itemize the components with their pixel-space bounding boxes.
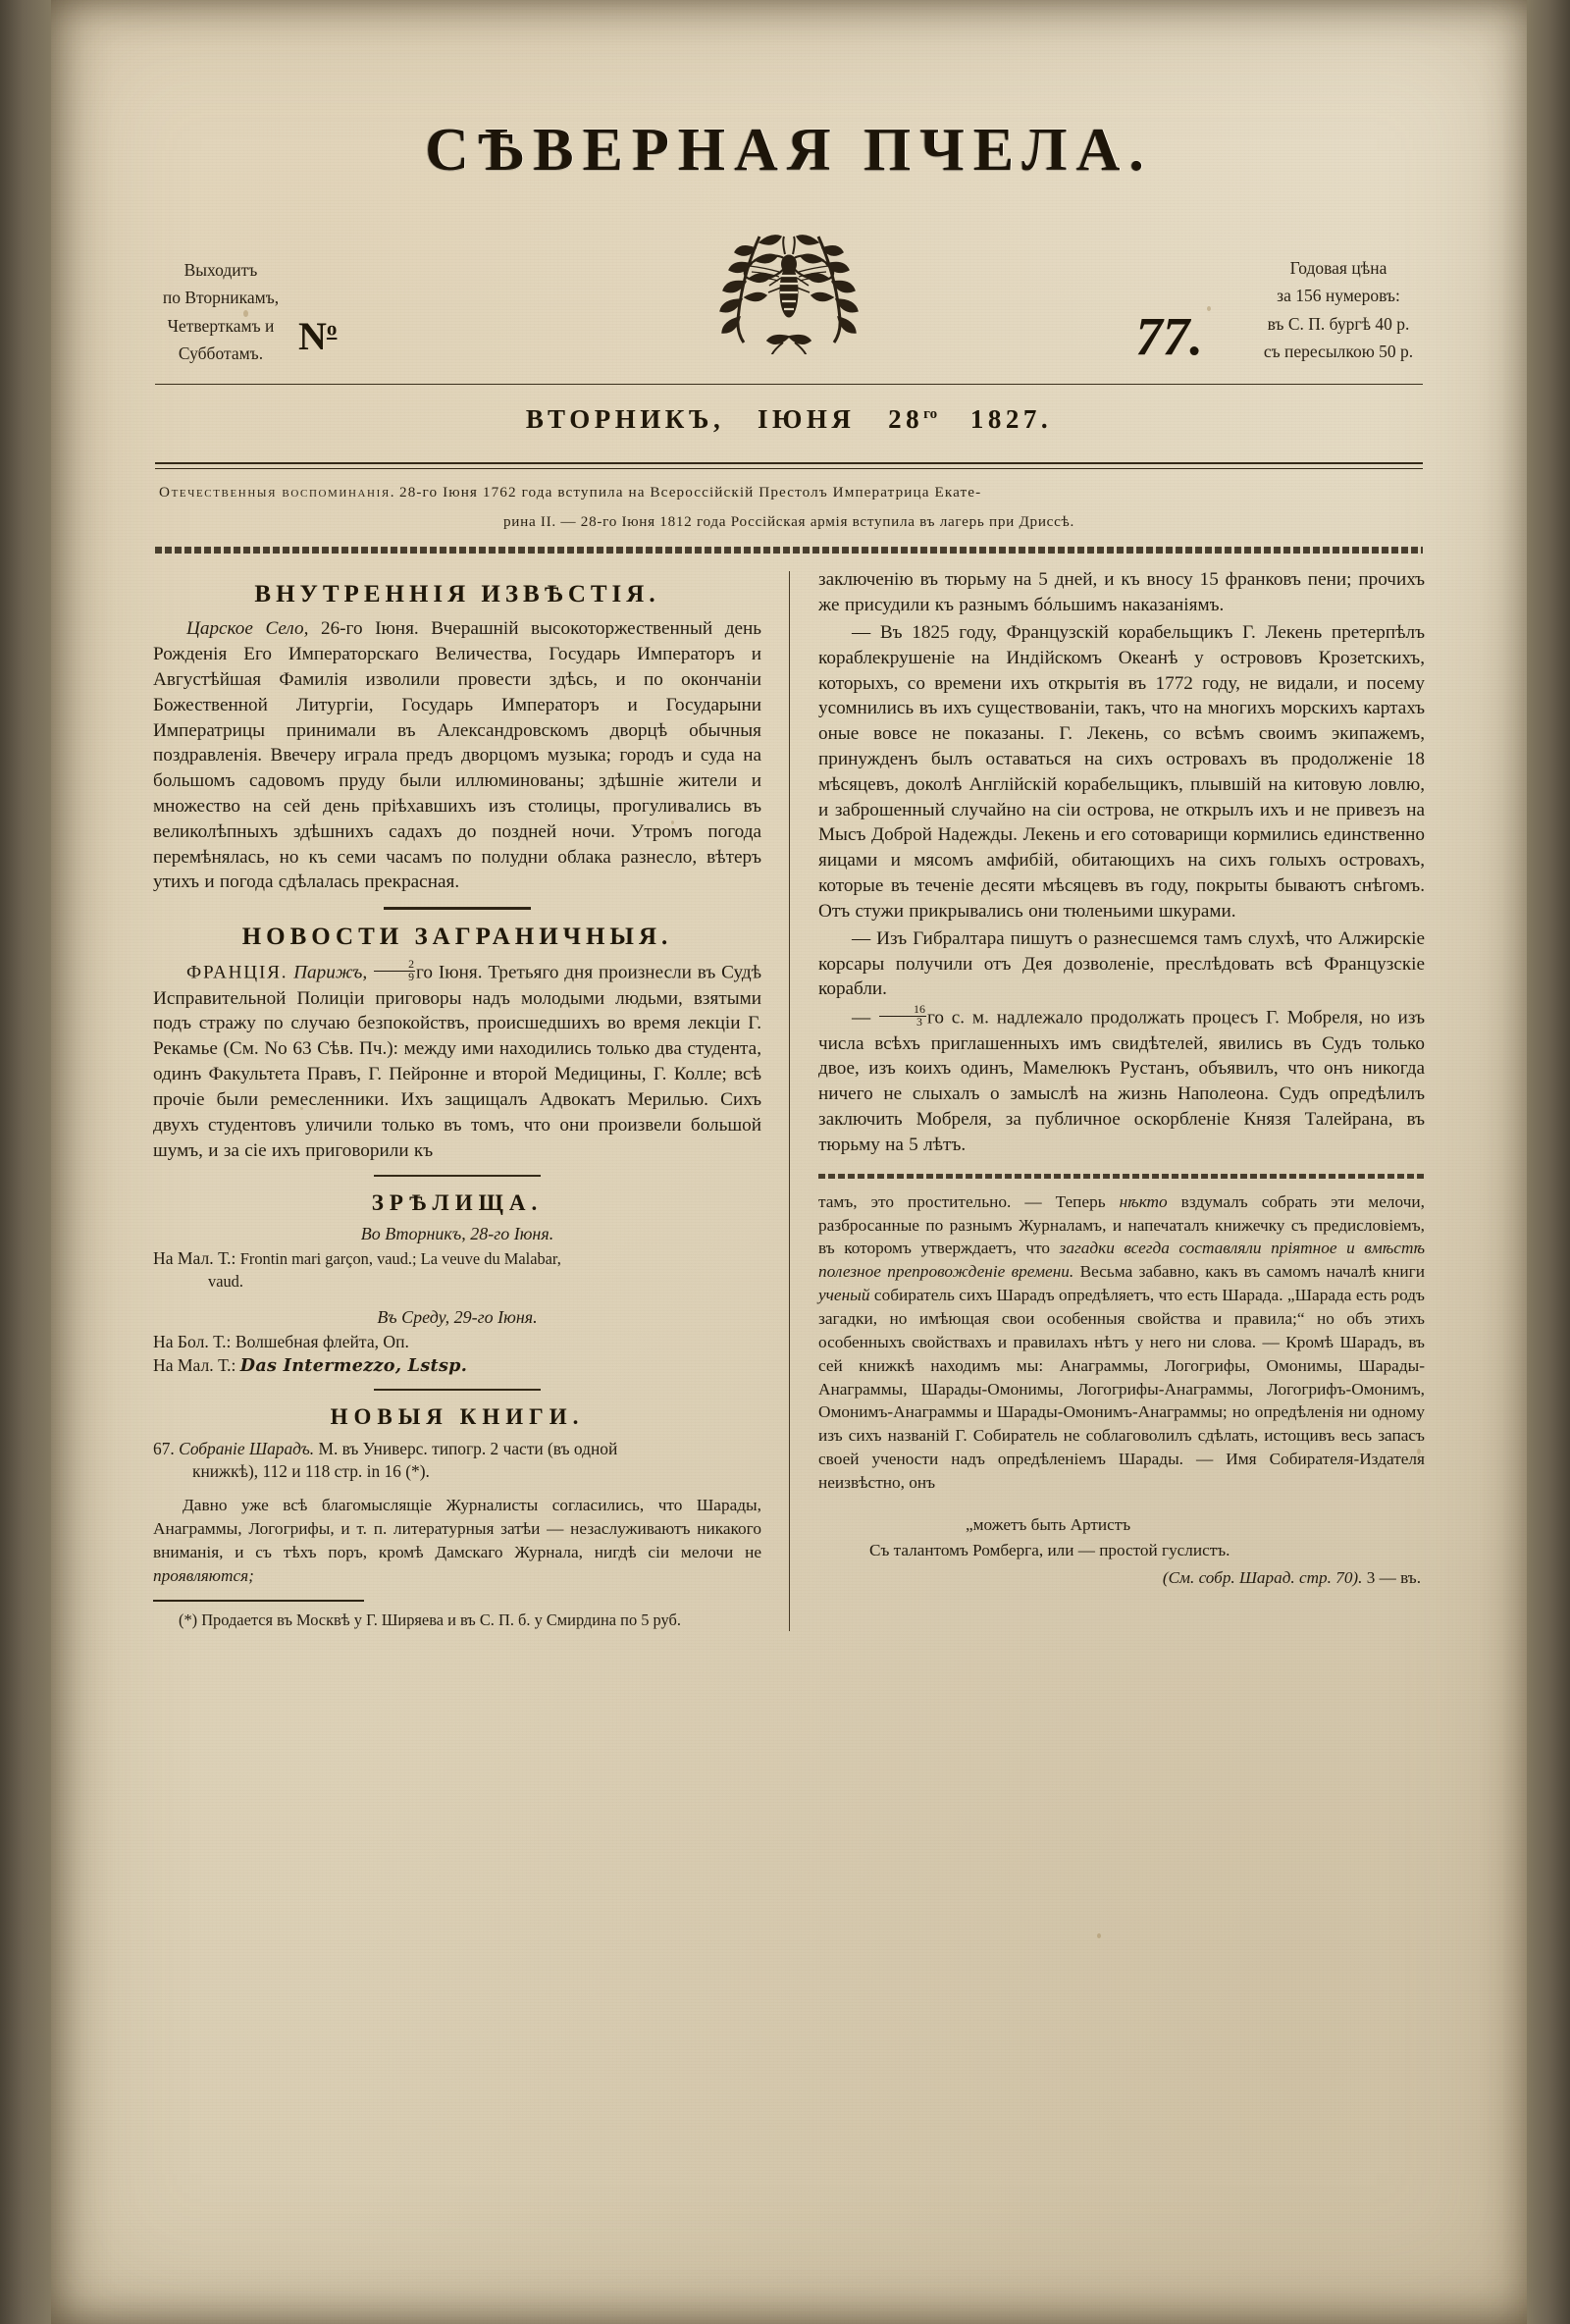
- theatre-venue: На Бол. Т.:: [153, 1332, 232, 1352]
- section-rule-1: [384, 907, 531, 910]
- dateline-day: 28: [888, 404, 924, 434]
- masthead-row: [51, 207, 1527, 384]
- domestic-news-date: 26-го Іюня.: [320, 618, 419, 640]
- theatre-title-fraktur-suffix: , Lstsp.: [394, 1354, 468, 1376]
- paper-speck: [671, 820, 674, 824]
- section-heading-spectacles: ЗРѢЛИЩА.: [371, 1190, 544, 1216]
- schedule-line-3: Четверткамъ и: [167, 315, 275, 336]
- theatre-listing-row: [153, 1354, 761, 1377]
- maubreuil-date-fraction: [879, 1004, 926, 1028]
- date-fraction-numerator: 16: [879, 1004, 926, 1016]
- page-content: [51, 0, 1527, 2324]
- domestic-news-place: Царское Село,: [186, 618, 309, 640]
- review-cont-1: тамъ, это простительно. — Теперь: [818, 1191, 1106, 1211]
- schedule-line-1: Выходитъ: [183, 260, 258, 280]
- verse-line-2: Съ талантомъ Ромберга, или — простой гуслистъ.: [869, 1540, 1230, 1559]
- section-rule-3: [374, 1389, 541, 1391]
- theatre-venue: На Мал. Т.:: [153, 1248, 236, 1269]
- left-column: [153, 567, 789, 1631]
- historical-memoranda: [159, 480, 1419, 535]
- schedule-line-4: Субботамъ.: [178, 343, 264, 364]
- theatre-title-fraktur: Das Intermezzo: [239, 1354, 395, 1376]
- section-heading-foreign-news: НОВОСТИ ЗАГРАНИЧНЫЯ.: [241, 924, 673, 951]
- verse-reference-text: (См. собр. Шарад. стр. 70).: [1162, 1567, 1363, 1587]
- price-line-4: съ пересылкою 50 р.: [1263, 342, 1414, 362]
- review-cont-3: Весьма забавно, какъ въ самомъ началѣ книги: [1079, 1262, 1425, 1282]
- paper-speck: [300, 1107, 303, 1110]
- footnote-rule: [153, 1600, 364, 1602]
- book-entry-imprint: М. въ Универс. типогр. 2 части (въ одной: [318, 1438, 618, 1458]
- date-fraction-denominator: 9: [408, 969, 415, 983]
- book-entry-imprint-cont: книжкѣ), 112 и 118 стр. in 16 (*).: [192, 1461, 430, 1482]
- theatre-listing-row: [153, 1247, 761, 1270]
- dateline-weekday: ВТОРНИКЪ,: [525, 404, 725, 434]
- verse-signature: 3 — въ.: [1366, 1567, 1421, 1587]
- verse-line-1: „можетъ быть Артистъ: [966, 1514, 1131, 1534]
- scan-gutter-right: [1527, 0, 1570, 2324]
- column-divider: [789, 571, 790, 1631]
- price-line-3: въ С. П. бургѣ 40 р.: [1267, 313, 1410, 334]
- book-entry-number: 67.: [153, 1438, 175, 1458]
- ornament-rule: [155, 547, 1423, 554]
- masthead: [51, 0, 1527, 185]
- paper-speck: [243, 310, 248, 317]
- memoranda-line-2: рина II. — 28-го Іюня 1812 года Россійская армія вступила въ лагерь при Дриссѣ.: [503, 512, 1074, 530]
- foreign-news-date-rest: го Іюня.: [416, 962, 483, 983]
- right-paragraph-maubreuil: — $\frac{16}{3}$ го с. м. надлежало продолжать процесъ Г. Мобреля, но изъ числа всѣхъ приглашенныхъ имъ свидѣтелей, явились въ Судъ только двое, изъ коихъ одинъ, Мамелюкъ Рустанъ, объявилъ, что онъ никогда ничего не слыхалъ о замыслѣ на жизнь Наполеона. Судъ опредѣлилъ заключить Мобреля, за публичное оскорбленіе Князя Талейрана, въ тюрьму на 5 лѣтъ.: [818, 1002, 1425, 1155]
- foreign-news-paragraph: [153, 959, 761, 1163]
- theatre-listing-row: [153, 1331, 761, 1353]
- right-column-ornament-rule: [818, 1174, 1425, 1179]
- review-cont-4: собиратель сихъ Шарадъ опредѣляетъ, что есть Шарада. „Шарада есть родъ загадки, но имѣющая свои особенныя свойства и правила;“ но объ этихъ особенныхъ свойствахъ и правилахъ нѣтъ у него ни слова. — Кромѣ Шарадъ, въ сей книжкѣ находимъ мы: Анаграммы, Логогрифы, Омонимы, Шарады-Анаграммы, Шарады-Омонимы, Логогрифы-Анаграммы, Логогрифъ-Омонимъ, Омонимъ-Анаграммы и Шарады-Омонимъ-Анаграммы; но опредѣленія ни одному изъ сихъ названій Г. Собиратель не соблаговолилъ сдѣлать, истощивъ весь запасъ своей учености надъ опредѣленіемъ Шарады. — Имя Собирателя-Издателя неизвѣстно, онъ: [818, 1286, 1425, 1493]
- subscription-price: [1201, 254, 1476, 365]
- theatre-title: Frontin mari garçon, vaud.; La veuve du Malabar,: [239, 1249, 561, 1269]
- masthead-title: СѢВЕРНАЯ ПЧЕЛА.: [425, 117, 1153, 184]
- right-paragraph-shipwreck: — Въ 1825 году, Французскій корабельщикъ Г. Лекень претерпѣлъ кораблекрушеніе на Индійскомъ Океанѣ у острововъ Крозетскихъ, которыхъ, со времени ихъ открытія въ 1772 году, не видали, и посему усомнились въ ихъ существованіи, такъ, что на многихъ морскихъ картахъ оные вовсе не показаны. Г. Лекень, со всѣмъ своимъ экипажемъ, принужденъ былъ оставаться на сихъ островахъ въ продолженіе 18 мѣсяцевъ, доколѣ Англійскій корабельщикъ, плывшій на китовую ловлю, и заброшенный случайно на сіи острова, не открылъ ихъ и не привезъ на Мысъ Доброй Надежды. Лекень и его сотоварищи кормились единственно яицами и мясомъ амфибій, обитающихъ на сихъ голыхъ островахъ, которые въ теченіе десяти мѣсяцевъ въ году, покрыты бываютъ снѣгомъ. Отъ стужи прикрывались они тюленьими шкурами.: [818, 621, 1425, 922]
- foreign-news-country: ФРАНЦІЯ.: [186, 962, 288, 983]
- article-columns: [153, 567, 1425, 1631]
- paper-speck: [1207, 306, 1211, 311]
- review-cont-italic-2: загадки всегда составляли пріятное и вмѣстѣ полезное препровожденіе времени.: [818, 1239, 1425, 1282]
- bee-vignette-icon: [661, 207, 916, 354]
- issue-number: 77.: [1135, 306, 1203, 366]
- foreign-news-city: Парижъ,: [293, 962, 368, 983]
- verse-reference: [818, 1565, 1425, 1591]
- book-entry-title: Собраніе Шарадъ.: [179, 1438, 315, 1458]
- theatre-day-wednesday: Въ Среду, 29-го Іюня.: [377, 1307, 538, 1328]
- dateline-day-suffix: го: [923, 406, 938, 422]
- schedule-line-2: по Вторникамъ,: [162, 288, 280, 308]
- memoranda-line-1: [159, 480, 1419, 506]
- dateline: [51, 385, 1527, 452]
- maubreuil-text: го с. м. надлежало продолжать процесъ Г. Мобреля, но изъ числа всѣхъ приглашенныхъ имъ свидѣтелей, явились въ Судъ только двое, изъ коихъ одинъ, Мамелюкъ Рустанъ, объявилъ, что онъ никогда ничего не слыхалъ о замыслѣ на жизнь Наполеона. Судъ опредѣлилъ заключить Мобреля, за публичное оскорбленіе Князя Талейрана, въ тюрьму на 5 лѣтъ.: [818, 1007, 1425, 1155]
- theatre-venue: На Мал. Т.:: [153, 1354, 236, 1375]
- paper-speck: [1417, 1449, 1421, 1454]
- theatre-listing-continuation: vaud.: [208, 1271, 243, 1291]
- dateline-month: ІЮНЯ: [757, 404, 856, 434]
- verse-quotation: [818, 1512, 1425, 1590]
- book-review-italic-tail: проявляются;: [153, 1565, 254, 1585]
- book-review-paragraph: [153, 1494, 761, 1587]
- book-entry: [153, 1438, 761, 1484]
- foreign-news-date-fraction: [374, 959, 415, 982]
- dateline-rule: [155, 462, 1423, 464]
- newspaper-sheet: [51, 0, 1527, 2324]
- domestic-news-text: Вчерашній высокоторжественный день Рожденія Его Императорскаго Величества, Государь Императоръ и Августѣйшая Фамилія изволили провести здѣсь, и по окончаніи Божественной Литургіи, Государь Императоръ и Государыни Императрицы принимали въ Александровскомъ дворцѣ обычныя поздравленія. Ввечеру играла предъ дворцомъ музыка; городъ и суда на большомъ садовомъ пруду были иллюминованы; здѣшніе жители и множество на сей день пріѣхавшихъ изъ столицы, прогуливались въ великолѣпныхъ здѣшнихъ садахъ до поздней ночи. Утромъ погода перемѣнялась, но къ семи часамъ по полудни облака разнесло, вѣтеръ утихъ и погода сдѣлалась прекрасная.: [153, 618, 762, 893]
- domestic-news-paragraph: [153, 616, 761, 895]
- date-fraction-numerator: 2: [374, 959, 415, 971]
- right-column: [789, 567, 1425, 1631]
- price-line-2: за 156 нумеровъ:: [1277, 286, 1400, 306]
- footnote: (*) Продается въ Москвѣ у Г. Ширяева и въ С. П. б. у Смирдина по 5 руб.: [179, 1610, 681, 1629]
- right-paragraph-gibraltar: — Изъ Гибралтара пишутъ о разнесшемся тамъ слухѣ, что Алжирскіе корсары получили отъ Дея дозволеніе, преслѣдовать всѣ Французскіе корабли.: [818, 927, 1425, 1000]
- theatre-title: Волшебная флейта, Оп.: [235, 1332, 409, 1352]
- dateline-year: 1827.: [969, 404, 1053, 434]
- section-heading-new-books: НОВЫЯ КНИГИ.: [330, 1403, 585, 1429]
- scan-gutter-left: [0, 0, 51, 2324]
- section-heading-domestic-news: ВНУТРЕННІЯ ИЗВѢСТІЯ.: [254, 581, 660, 608]
- theatre-day-tuesday: Во Вторникъ, 28-го Іюня.: [360, 1224, 554, 1244]
- foreign-news-text: Третьяго дня произнесли въ Судѣ Исправительной Полиціи приговоры надъ молодыми людьми, взятыми подъ стражу по случаю безпокойствъ, происшедшихъ во время лекціи Г. Рекамье (См. No 63 Сѣв. Пч.): между ими находились только два студента, одинъ Факультета Правъ, Г. Пейронне и второй Медицины, Г. Колле; всѣ прочіе были ремесленники. Ихъ защищалъ Адвокатъ Мерилью. Сихъ двухъ студентовъ уличили только въ томъ, что они произвели большой шумъ, и за сіе ихъ приговорили къ: [153, 962, 762, 1161]
- book-review-continuation: [818, 1190, 1425, 1495]
- right-paragraph-continuation: заключенію въ тюрьму на 5 дней, и къ вносу 15 франковъ пени; прочихъ же присудили къ разнымъ бóльшимъ наказаніямъ.: [818, 569, 1425, 616]
- section-rule-2: [374, 1175, 541, 1177]
- book-review-text: Давно уже всѣ благомыслящіе Журналисты согласились, что Шарады, Анаграммы, Логогрифы, и т. п. литературныя затѣи — незаслуживаютъ никакого вниманія, и съ тѣхъ поръ, кромѣ Дамскаго Журнала, нигдѣ сіи мелочи не: [153, 1496, 761, 1561]
- memoranda-text-1: 28-го Іюня 1762 года вступила на Всероссійскій Престолъ Императрица Екате-: [399, 484, 982, 501]
- memoranda-lead: Отечественныя воспоминанія.: [159, 484, 396, 501]
- paper-speck: [1097, 1933, 1101, 1938]
- review-cont-italic-3: ученый: [818, 1286, 870, 1305]
- date-fraction-denominator: 3: [916, 1014, 922, 1029]
- review-cont-1-italic: нѣкто: [1119, 1191, 1168, 1211]
- issue-number-label: $N^o$: [298, 314, 338, 358]
- price-line-1: Годовая цѣна: [1289, 258, 1387, 278]
- review-cont-2: вздумалъ собрать эти мелочи, разбросанные по разнымъ Журналамъ, и напечаталъ книжечку съ предисловіемъ, въ которомъ утверждаетъ, что: [818, 1191, 1425, 1258]
